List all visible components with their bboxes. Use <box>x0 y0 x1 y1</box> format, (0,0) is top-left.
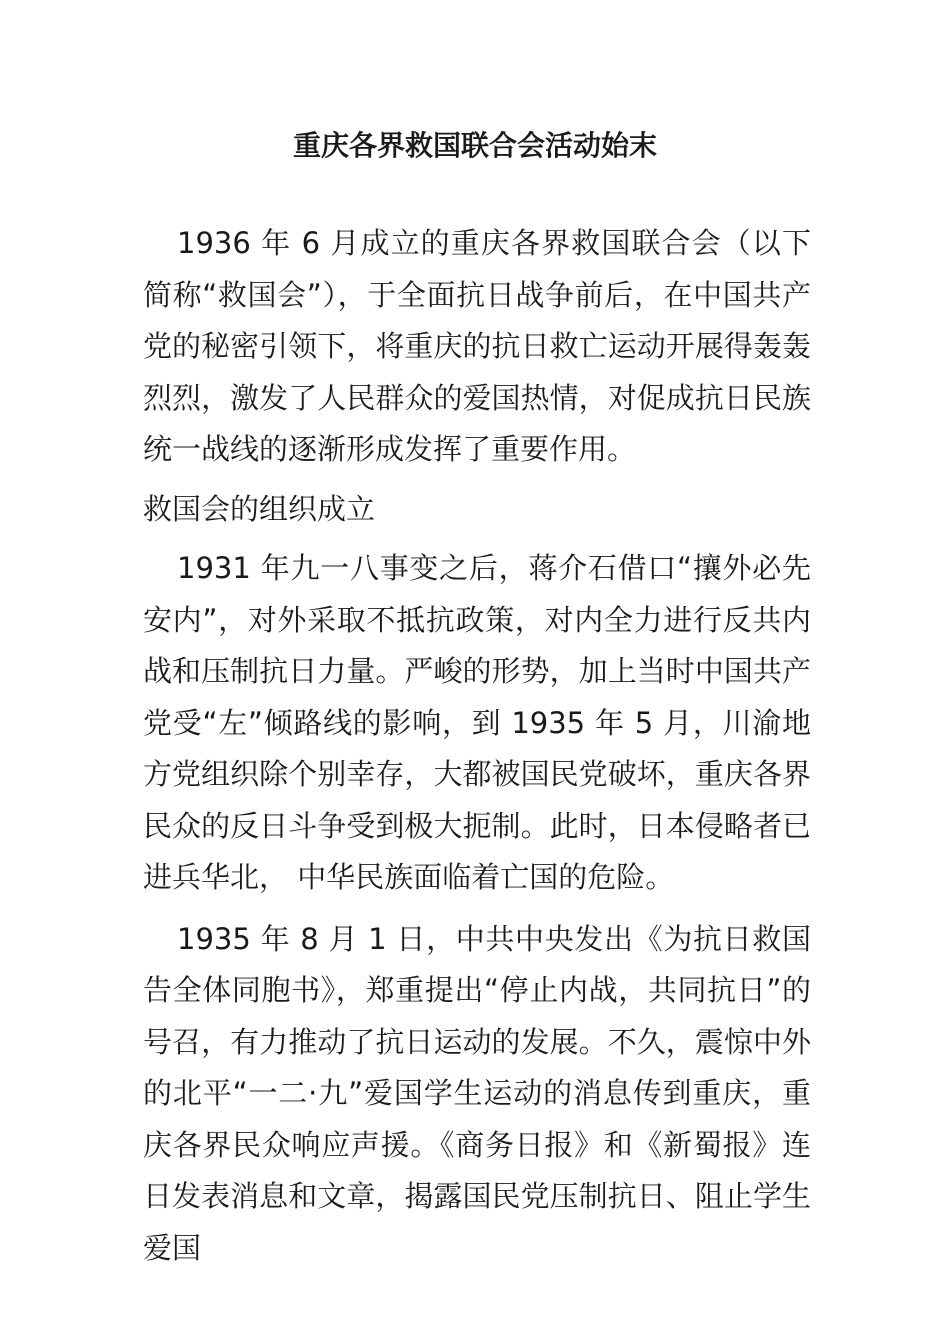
body-paragraph-2: 1935 年 8 月 1 日，中共中央发出《为抗日救国告全体同胞书》，郑重提出“停止内战，共同抗日”的号召，有力推动了抗日运动的发展。不久，震惊中外的北平“一二·九”爱国学生运动的消息传到重庆，重庆各界民众响应声援。《商务日报》和《新蜀报》连日发表消息和文章，揭露国民党压制抗日、阻止学生爱国 <box>143 921 811 1265</box>
document-body <box>143 218 811 1274</box>
section-heading: 救国会的组织成立 <box>143 491 376 526</box>
document-title: 重庆各界救国联合会活动始末 <box>292 129 657 162</box>
intro-paragraph: 1936 年 6 月成立的重庆各界救国联合会（以下简称“救国会”），于全面抗日战争前后，在中国共产党的秘密引领下，将重庆的抗日救亡运动开展得轰轰烈烈，激发了人民群众的爱国热情，对促成抗日民族统一战线的逐渐形成发挥了重要作用。 <box>143 226 811 466</box>
body-paragraph-1: 1931 年九一八事变之后，蒋介石借口“攘外必先安内”，对外采取不抵抗政策，对内全力进行反共内战和压制抗日力量。严峻的形势，加上当时中国共产党受“左”倾路线的影响，到 1935 年 5 月，川渝地方党组织除个别幸存，大都被国民党破坏，重庆各界民众的反日斗争受到极大扼制。此时，日本侵略者已进兵华北， 中华民族面临着亡国的危险。 <box>143 551 811 894</box>
